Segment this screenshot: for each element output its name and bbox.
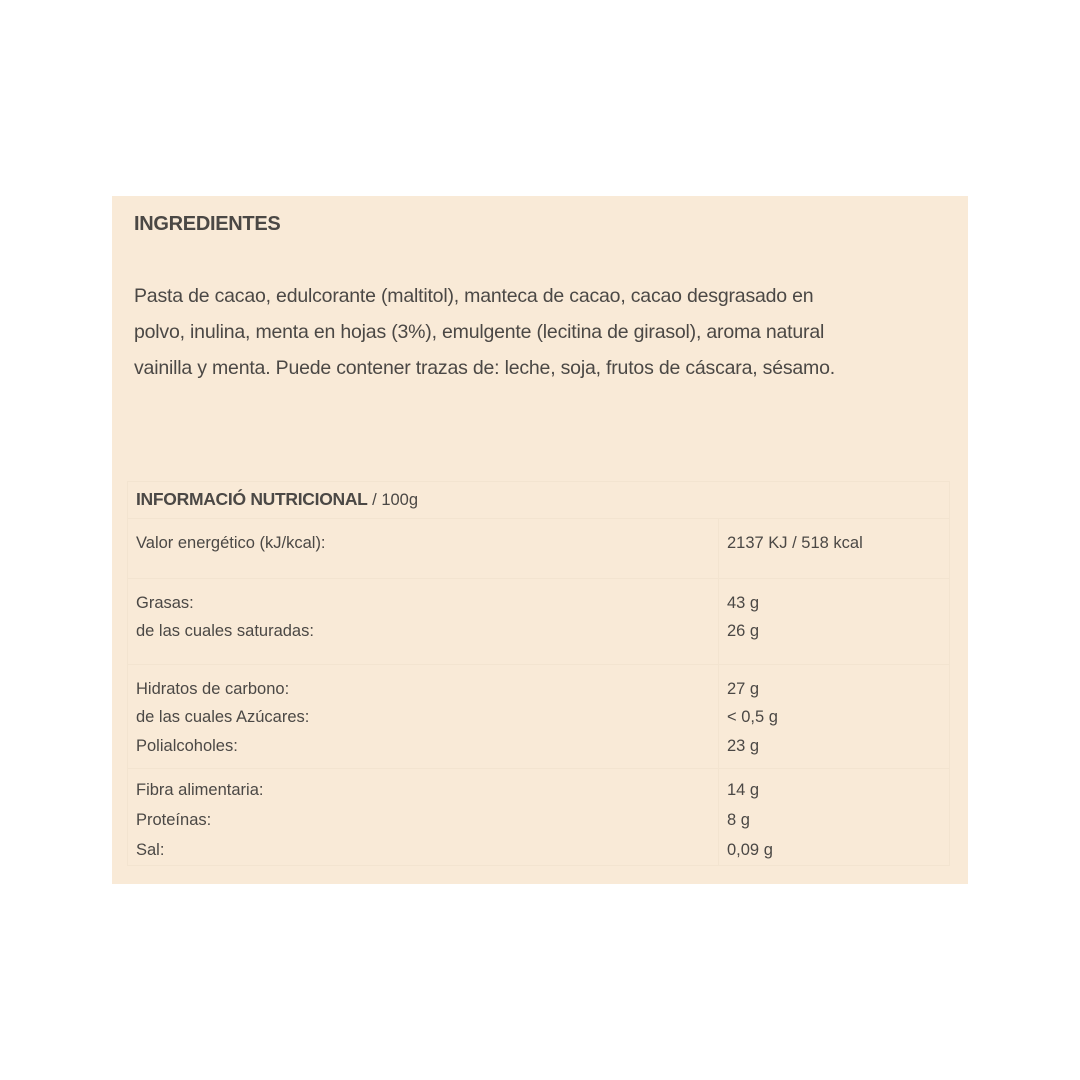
- nutrient-label: Proteínas:: [136, 811, 212, 829]
- nutrient-label: de las cuales Azúcares:: [136, 708, 310, 726]
- nutrient-label: Sal:: [136, 841, 165, 859]
- nutrient-value: < 0,5 g: [727, 708, 778, 726]
- nutrient-label: Hidratos de carbono:: [136, 679, 290, 698]
- nutrient-label: Valor energético (kJ/kcal):: [136, 533, 326, 552]
- nutrition-title: INFORMACIÓ NUTRICIONAL: [136, 489, 368, 509]
- ingredients-title: INGREDIENTES: [134, 213, 281, 235]
- nutrient-value: 27 g: [727, 679, 760, 698]
- nutrient-value: 8 g: [727, 811, 750, 829]
- nutrient-value: 23 g: [727, 736, 760, 755]
- nutrient-value: 26 g: [727, 622, 760, 640]
- ingredients-text: [134, 278, 835, 386]
- ingredients-line: vainilla y menta. Puede contener trazas de: leche, soja, frutos de cáscara, sésamo.: [134, 357, 835, 379]
- table-row: [128, 518, 950, 578]
- nutrition-table: [127, 481, 950, 866]
- table-row: [128, 664, 950, 769]
- nutrient-value: 43 g: [727, 593, 760, 612]
- table-row: [128, 578, 950, 664]
- nutrient-label: Grasas:: [136, 593, 194, 612]
- table-row: [128, 769, 950, 866]
- ingredients-line: polvo, inulina, menta en hojas (3%), emulgente (lecitina de girasol), aroma natural: [134, 321, 825, 343]
- nutrition-unit: / 100g: [367, 491, 419, 509]
- product-info-panel: [112, 196, 968, 884]
- nutrient-value: 2137 KJ / 518 kcal: [727, 533, 863, 552]
- nutrient-value: 0,09 g: [727, 841, 773, 859]
- nutrient-label: Fibra alimentaria:: [136, 781, 264, 799]
- nutrient-value: 14 g: [727, 781, 760, 799]
- nutrient-label: de las cuales saturadas:: [136, 622, 314, 640]
- nutrition-header-row: [128, 482, 950, 519]
- ingredients-line: Pasta de cacao, edulcorante (maltitol), manteca de cacao, cacao desgrasado en: [134, 285, 814, 307]
- nutrient-label: Polialcoholes:: [136, 736, 238, 755]
